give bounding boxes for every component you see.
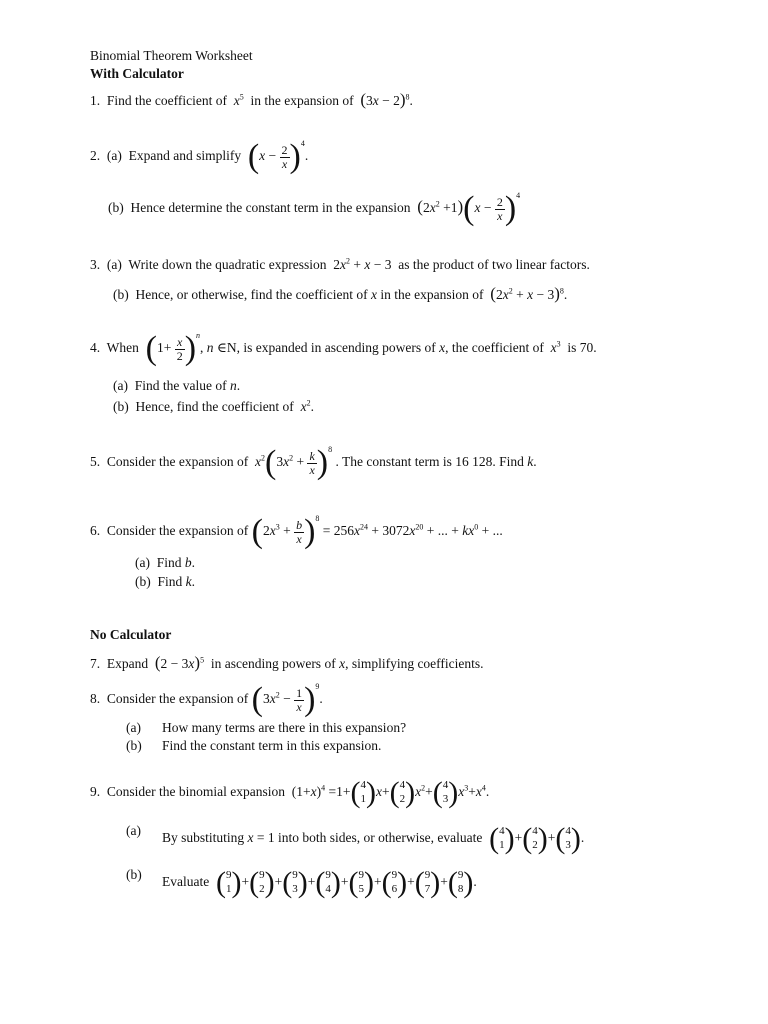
question-6 (90, 515, 503, 549)
math-term: $x^3$ (550, 339, 561, 356)
question-9b (162, 868, 477, 898)
question-text: , simplifying coefficients. (345, 656, 484, 671)
question-text: is 70. (567, 340, 597, 356)
question-number: 5. (90, 454, 101, 470)
question-9a-label (126, 824, 141, 838)
question-text: , the coefficient of (445, 340, 544, 356)
question-8a (126, 721, 141, 735)
part-label: (a) (126, 823, 141, 838)
part-label: (a) (135, 555, 150, 570)
question-5: 5. Consider the expansion of $x^2(3x^2$ + $\frac{k}{x}$ )$^8$ . The constant term is 16 128. Find k. (90, 444, 537, 481)
worksheet-title: Binomial Theorem Worksheet (90, 48, 253, 63)
question-number: 6. (90, 523, 101, 539)
question-number: 4. (90, 340, 101, 356)
question-text: Consider the binomial expansion (106, 784, 285, 800)
part-label: (a) (113, 378, 128, 393)
part-label: (a) (126, 720, 141, 735)
question-3a (90, 258, 590, 272)
section-heading-with-calculator: With Calculator (90, 66, 184, 81)
question-3b: (b) Hence, or otherwise, find the coefficient of x in the expansion of $(2x^2 + x - 3)^8$. (113, 284, 568, 303)
question-text: Expand and simplify (128, 148, 242, 164)
math-expression: (1+ $\frac{x}{2}$ )$^n$, n ∈N, (145, 330, 244, 367)
question-9b-label (126, 868, 142, 882)
question-4: 4. When (1+ $\frac{x}{2}$ )$^n$, n ∈N, is expanded in ascending powers of x, the coefficient of $x^3$ is 70. (90, 330, 597, 367)
math-expression: (x − $\frac{2}{x}$ )$^4$. (247, 138, 309, 175)
question-text: When (106, 340, 139, 356)
question-8b (126, 739, 142, 753)
part-label: (a) (106, 257, 122, 272)
question-text: Consider the expansion of (106, 454, 249, 470)
math-expression: $(2x^2 + x - 3)^8$. (490, 284, 568, 303)
question-1 (90, 91, 413, 108)
question-text: Consider the expansion of (106, 691, 249, 707)
question-text: Hence determine the constant term in the expansion (130, 200, 411, 216)
question-number: 1. (90, 93, 101, 108)
question-text: Find (157, 574, 183, 589)
math-term: $x^2$. (300, 398, 314, 414)
part-label: (b) (113, 399, 129, 414)
question-2b (108, 192, 520, 226)
question-text: = 1 into both sides, or otherwise, evaluate (256, 830, 483, 846)
question-text: Consider the expansion of (106, 523, 249, 539)
question-text: Find (156, 555, 182, 570)
question-number: 7. (90, 656, 101, 671)
question-9 (90, 778, 489, 808)
math-term: $x^5$ (233, 92, 244, 108)
math-expression: ($2x^3$ + $\frac{b}{x}$ )$^8 = 256x^{24} + 3072x^{20}$ + ... + $kx^0$ + ... (251, 513, 503, 550)
question-6b: (b) Find k. (135, 574, 196, 589)
question-8b-text: Find the constant term in this expansion. (162, 738, 382, 753)
math-expression: $2x^2 + x - 3$ (329, 256, 395, 272)
question-text: Hence, or otherwise, find the coefficient of (135, 287, 368, 302)
question-text: Hence, find the coefficient of (135, 399, 294, 414)
math-expression: $(2 - 3x)^5$ (154, 653, 205, 672)
math-expression: $x^2(3x^2$ + $\frac{k}{x}$ )$^8$ (254, 444, 333, 481)
part-label: (b) (126, 738, 142, 753)
math-expression: ( 9 1 )+( 9 2 )+( 9 3 )+( 9 4 )+( 9 5 )+( 9 6 )+( 9 7 )+( 9 8 ). (215, 866, 477, 899)
question-7: 7. Expand $(2 - 3x)^5$ in ascending powers of x, simplifying coefficients. (90, 653, 484, 672)
part-label: (a) (106, 148, 122, 164)
question-text: Find the value of (134, 378, 227, 393)
question-text: in the expansion of (380, 287, 484, 302)
question-text: By substituting (162, 830, 245, 846)
math-expression: $(3x - 2)^8$. (360, 90, 413, 109)
question-text: Expand (106, 656, 149, 671)
question-number: 3. (90, 257, 101, 272)
question-text: is expanded in ascending powers of (243, 340, 436, 356)
question-text: . The constant term is 16 128. Find (335, 454, 524, 470)
math-expression: $(1+x)^4 =1+$( 4 1 )x+( 4 2 )$x^2+$( 4 3 )$x^3+x^4$. (288, 776, 490, 809)
section-heading-no-calculator: No Calculator (90, 627, 172, 642)
question-number: 9. (90, 784, 101, 800)
question-4a: (a) Find the value of n. (113, 378, 241, 393)
question-9a: By substituting x = 1 into both sides, or otherwise, evaluate ( 4 1 )+( 4 2 )+( 4 3 ). (162, 822, 585, 855)
question-number: 8. (90, 691, 101, 707)
part-label: (b) (108, 200, 124, 216)
question-number: 2. (90, 148, 101, 164)
part-label: (b) (135, 574, 151, 589)
question-8 (90, 683, 323, 717)
question-6a: (a) Find b. (135, 555, 195, 570)
math-expression: ($3x^2$ − $\frac{1}{x}$ )$^9$. (251, 681, 323, 718)
question-8a-text: How many terms are there in this expansion? (162, 720, 407, 735)
math-expression: $(2x^2 +1)(x$ − $\frac{2}{x}$ )$^4$ (417, 190, 521, 227)
question-text: Evaluate (162, 874, 210, 890)
part-label: (b) (113, 287, 129, 302)
question-text: in the expansion of (250, 93, 354, 108)
part-label: (b) (126, 867, 142, 882)
question-4b (113, 400, 314, 414)
question-text: Find the coefficient of (106, 93, 227, 108)
question-text: in ascending powers of (210, 656, 336, 671)
question-2a (90, 140, 308, 174)
math-expression: ( 4 1 )+( 4 2 )+( 4 3 ). (489, 822, 585, 855)
question-text: as the product of two linear factors. (398, 257, 590, 272)
question-text: Write down the quadratic expression (128, 257, 327, 272)
